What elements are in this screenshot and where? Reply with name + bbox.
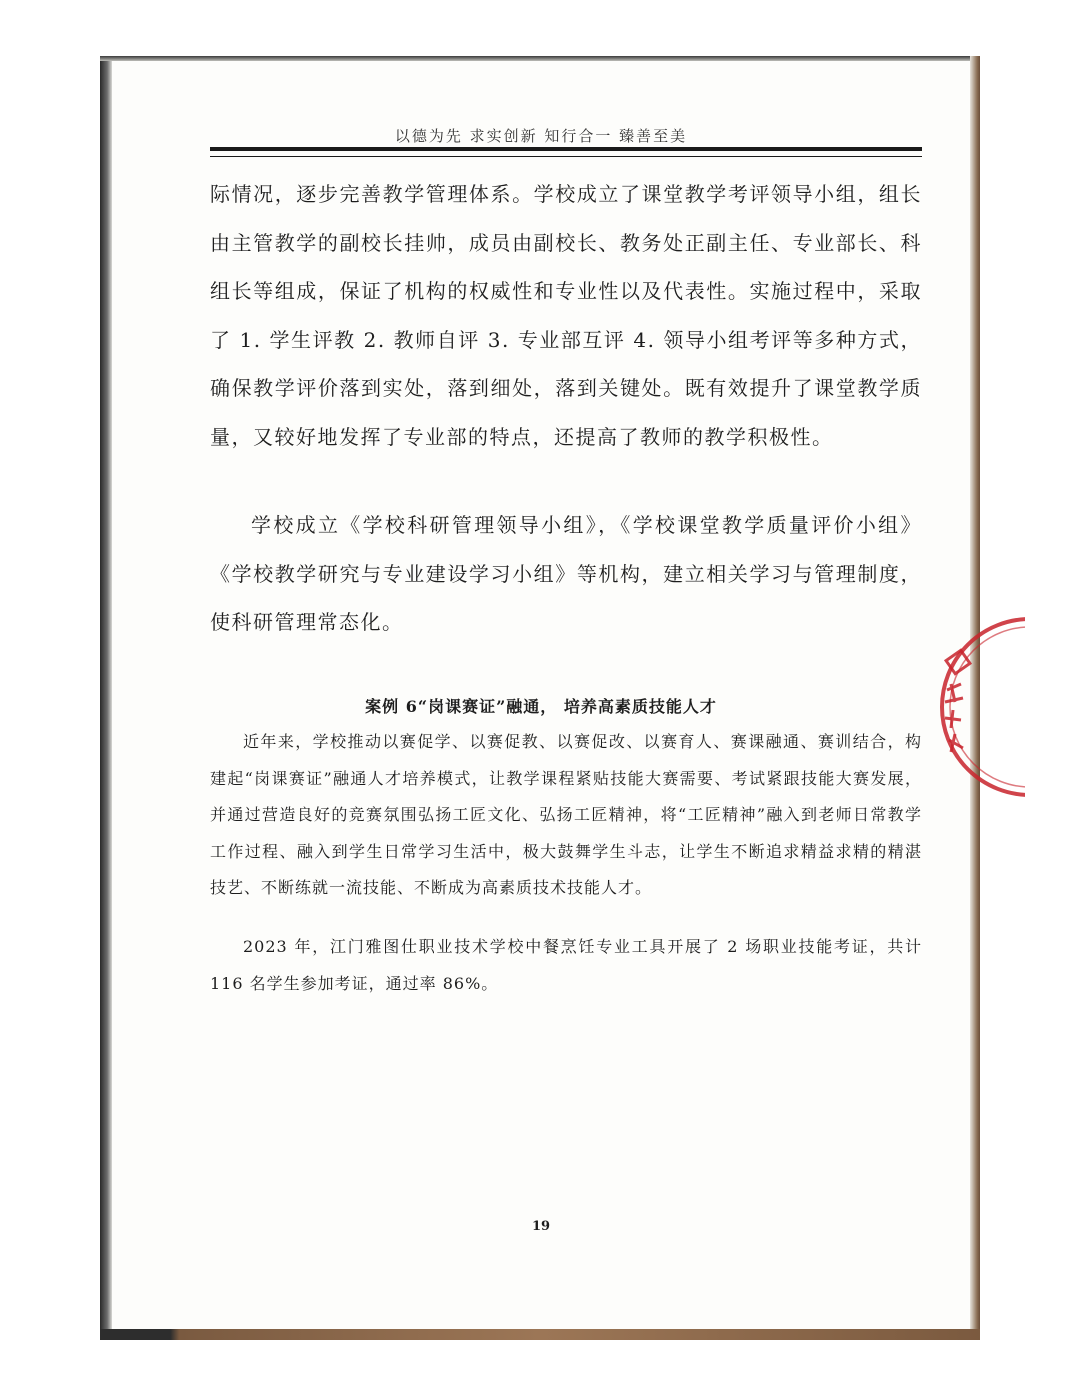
case-paragraph-2: 2023 年，江门雅图仕职业技术学校中餐烹饪专业工具开展了 2 场职业技能考证，共计 116 名学生参加考证，通过率 86%。 bbox=[210, 937, 922, 993]
seal-icon bbox=[935, 612, 1025, 802]
case-title: 案例 6“岗课赛证”融通， 培养高素质技能人才 bbox=[365, 697, 717, 716]
scan-edge-bottom bbox=[100, 1329, 980, 1340]
body-paragraph-2: 学校成立《学校科研管理领导小组》，《学校课堂教学质量评价小组》《学校教学研究与专业建设学习小组》等机构，建立相关学习与管理制度，使科研管理常态化。 bbox=[210, 513, 922, 634]
case-paragraph-1: 近年来，学校推动以赛促学、以赛促教、以赛促改、以赛育人、赛课融通、赛训结合，构建起“岗课赛证”融通人才培养模式，让教学课程紧贴技能大赛需要、考试紧跟技能大赛发展，并通过营造良好的竞赛氛围弘扬工匠文化、弘扬工匠精神，将“工匠精神”融入到老师日常教学工作过程、融入到学生日常学习生活中，极大鼓舞学生斗志，让学生不断追求精益求精的精湛技艺、不断练就一流技能、不断成为高素质技术技能人才。 bbox=[210, 732, 922, 897]
page-number: 19 bbox=[531, 1219, 551, 1234]
red-seal-stamp bbox=[935, 612, 1025, 802]
header-motto: 以德为先 求实创新 知行合一 臻善至美 bbox=[394, 127, 688, 145]
body-paragraph-1: 际情况，逐步完善教学管理体系。学校成立了课堂教学考评领导小组，组长由主管教学的副校长挂帅，成员由副校长、教务处正副主任、专业部长、科组长等组成，保证了机构的权威性和专业性以及代表性。实施过程中，采取了 1. 学生评教 2. 教师自评 3. 专业部互评 4. 领导小组考评等多种方式，确保教学评价落到实处，落到细处，落到关键处。既有效提升了课堂教学质量，又较好地发挥了专业部的特点，还提高了教师的教学积极性。 bbox=[210, 182, 922, 449]
scan-edge-left bbox=[100, 56, 112, 1340]
header-rule bbox=[210, 147, 922, 157]
document-page bbox=[112, 61, 970, 1329]
